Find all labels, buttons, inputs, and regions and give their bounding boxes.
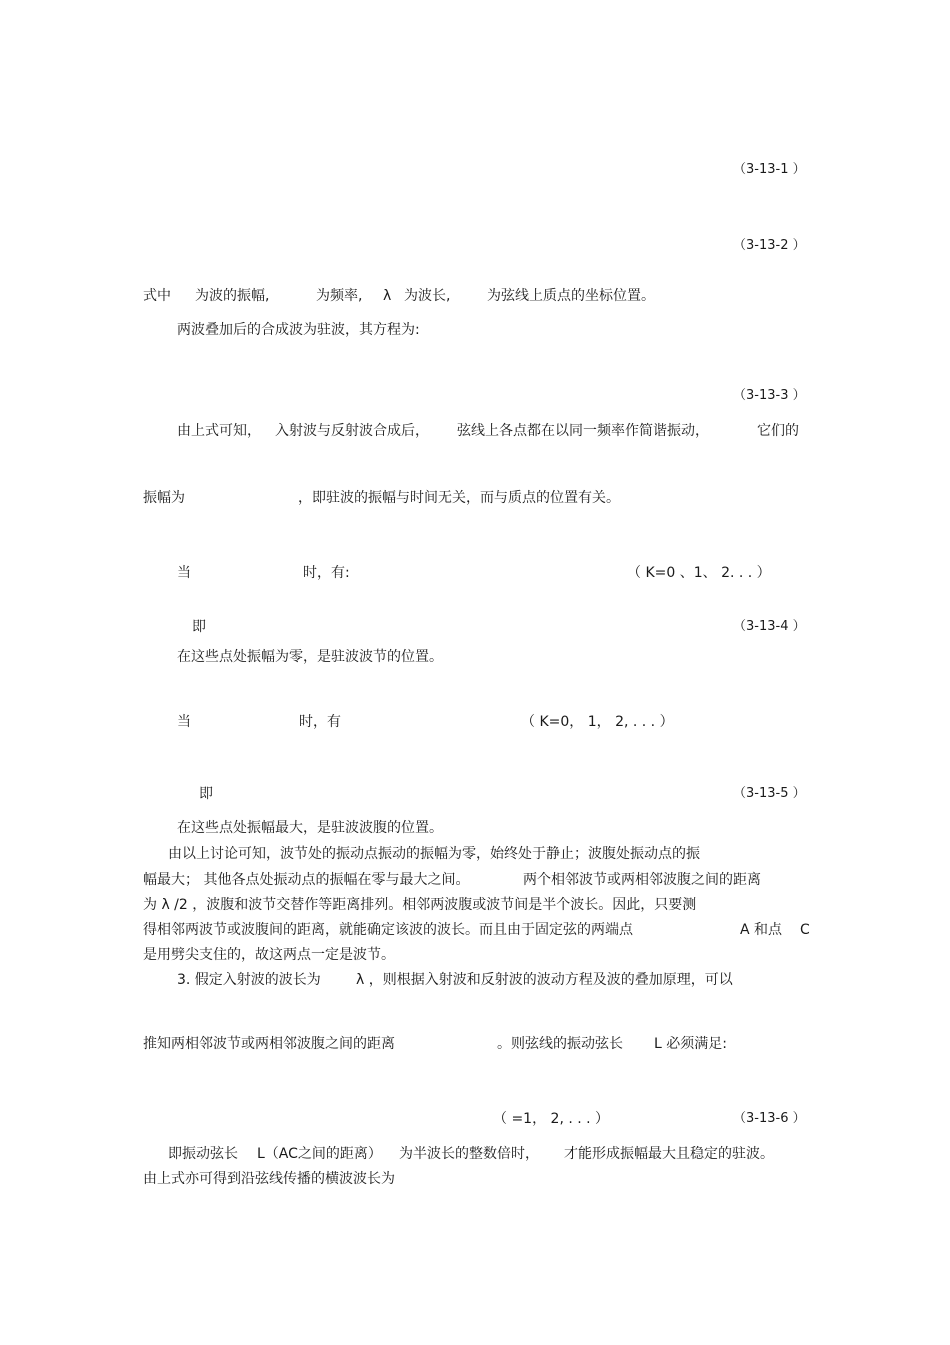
text-when-2: 当 bbox=[177, 714, 191, 730]
text-standing-wave-intro: 两波叠加后的合成波为驻波，其方程为: bbox=[177, 322, 420, 338]
text-amplitude-is: 振幅为 bbox=[143, 490, 185, 506]
text-node-position: 在这些点处振幅为零，是驻波波节的位置。 bbox=[177, 649, 443, 665]
equation-label-3-13-6: （3-13-6 ） bbox=[733, 1111, 806, 1126]
text-point-c: C bbox=[800, 922, 810, 938]
text-para3-line1b: L（AC之间的距离） bbox=[257, 1146, 382, 1162]
text-para3-line1c: 为半波长的整数倍时， bbox=[399, 1146, 539, 1162]
text-when-1: 当 bbox=[177, 565, 191, 581]
text-frequency-desc: 为频率, bbox=[316, 288, 363, 304]
text-n-values: （ =1， 2, . . . ） bbox=[493, 1111, 610, 1127]
text-ji-2: 即 bbox=[199, 786, 213, 802]
text-ji-1: 即 bbox=[192, 619, 206, 635]
text-para2-line2c: L 必须满足: bbox=[654, 1036, 727, 1052]
text-para2-line2a: 推知两相邻波节或两相邻波腹之间的距离 bbox=[143, 1036, 395, 1052]
text-then-have-1: 时，有: bbox=[303, 565, 350, 581]
text-wavelength-desc: 为波长, bbox=[404, 288, 451, 304]
text-k-values-1: （ K=0 、1、 2. . . ） bbox=[627, 565, 771, 581]
text-conclusion-c: 弦线上各点都在以同一频率作简谐振动， bbox=[457, 423, 709, 439]
text-para1-line5: 是用劈尖支住的，故这两点一定是波节。 bbox=[143, 947, 395, 963]
text-position-desc: 为弦线上质点的坐标位置。 bbox=[487, 288, 655, 304]
equation-label-3-13-4: （3-13-4 ） bbox=[733, 619, 806, 634]
text-para1-line2a: 幅最大； 其他各点处振动点的振幅在零与最大之间。 bbox=[143, 872, 470, 888]
text-shizhong: 式中 bbox=[143, 288, 171, 304]
text-para2-line2b: 。则弦线的振动弦长 bbox=[497, 1036, 623, 1052]
text-k-values-2: （ K=0， 1， 2, . . . ） bbox=[521, 714, 674, 730]
text-para2-line1b: λ ，则根据入射波和反射波的波动方程及波的叠加原理，可以 bbox=[356, 972, 733, 988]
text-para1-line1: 由以上讨论可知，波节处的振动点振动的振幅为零，始终处于静止；波腹处振动点的振 bbox=[168, 846, 700, 862]
text-amplitude-independent: ，即驻波的振幅与时间无关，而与质点的位置有关。 bbox=[298, 490, 620, 506]
equation-label-3-13-2: （3-13-2 ） bbox=[733, 238, 806, 253]
text-conclusion-a: 由上式可知， bbox=[177, 423, 261, 439]
equation-label-3-13-1: （3-13-1 ） bbox=[733, 162, 806, 177]
text-para3-line2: 由上式亦可得到沿弦线传播的横波波长为 bbox=[143, 1171, 395, 1187]
text-amplitude-desc: 为波的振幅, bbox=[195, 288, 270, 304]
text-para1-line2b: 两个相邻波节或两相邻波腹之间的距离 bbox=[523, 872, 761, 888]
text-conclusion-d: 它们的 bbox=[757, 423, 799, 439]
equation-label-3-13-3: （3-13-3 ） bbox=[733, 388, 806, 403]
text-then-have-2: 时，有 bbox=[299, 714, 341, 730]
text-para3-line1a: 即振动弦长 bbox=[168, 1146, 238, 1162]
text-antinode-position: 在这些点处振幅最大，是驻波波腹的位置。 bbox=[177, 820, 443, 836]
text-lambda-symbol: λ bbox=[383, 288, 392, 304]
text-para1-line4a: 得相邻两波节或波腹间的距离，就能确定该波的波长。而且由于固定弦的两端点 bbox=[143, 922, 633, 938]
text-conclusion-b: 入射波与反射波合成后， bbox=[275, 423, 429, 439]
text-para2-line1a: 3. 假定入射波的波长为 bbox=[177, 972, 321, 988]
equation-label-3-13-5: （3-13-5 ） bbox=[733, 786, 806, 801]
text-para1-line3: 为 λ /2 ，波腹和波节交替作等距离排列。相邻两波腹或波节间是半个波长。因此，只要测 bbox=[143, 897, 697, 913]
text-para3-line1d: 才能形成振幅最大且稳定的驻波。 bbox=[564, 1146, 774, 1162]
text-point-a: A 和点 bbox=[740, 922, 783, 938]
